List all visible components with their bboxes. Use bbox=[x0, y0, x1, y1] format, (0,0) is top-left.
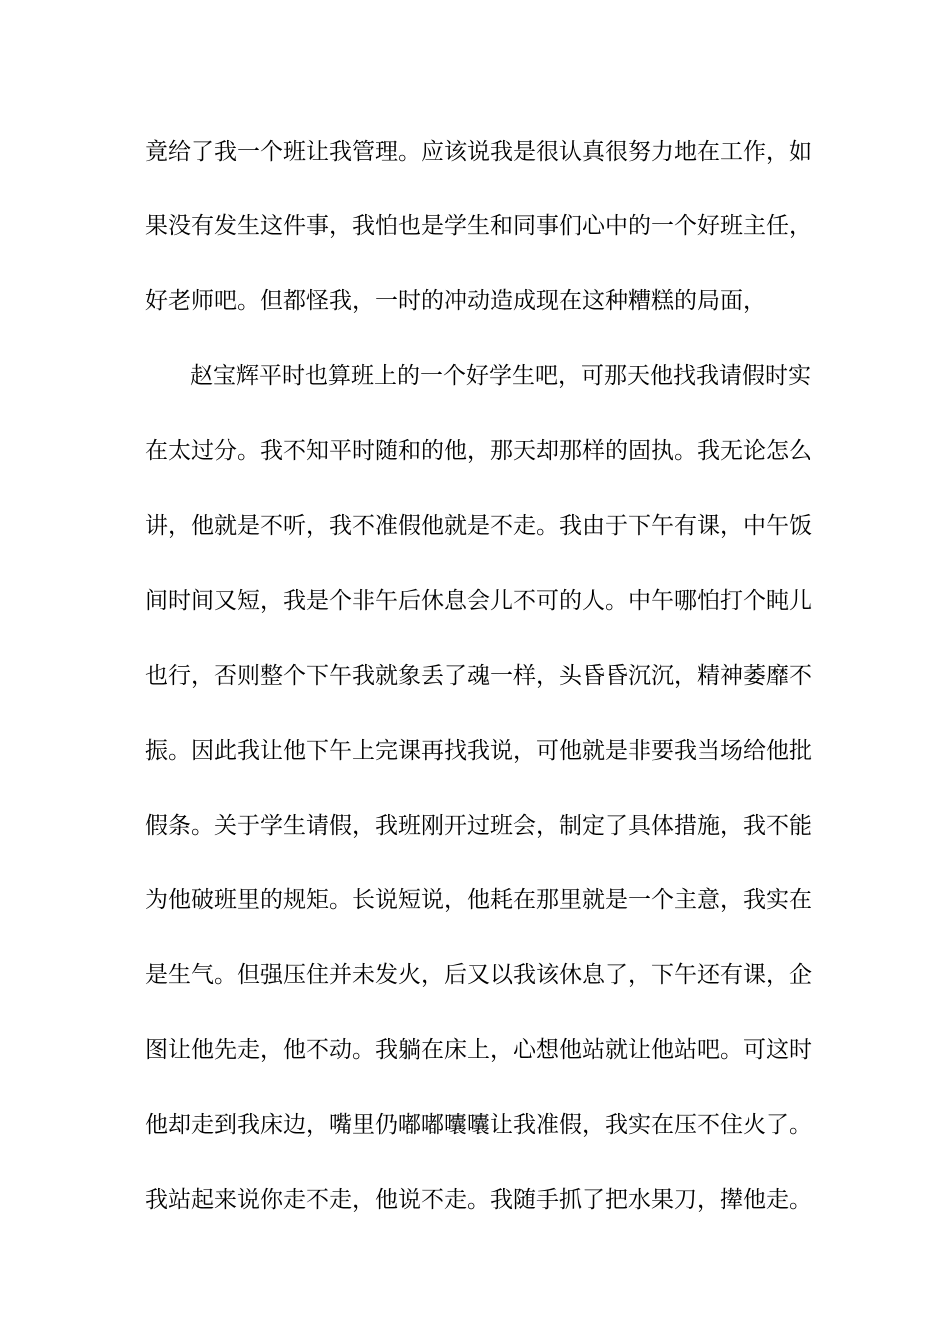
text-line-1: 竟给了我一个班让我管理。应该说我是很认真很努力地在工作，如 bbox=[145, 139, 812, 165]
text-line-13: 图让他先走，他不动。我躺在床上，心想他站就让他站吧。可这时 bbox=[145, 1037, 812, 1063]
text-line-14: 他却走到我床边，嘴里仍嘟嘟囔囔让我准假，我实在压不住火了。 bbox=[145, 1112, 812, 1138]
text-line-12: 是生气。但强压住并未发火，后又以我该休息了，下午还有课，企 bbox=[145, 962, 812, 988]
text-line-4: 赵宝辉平时也算班上的一个好学生吧，可那天他找我请假时实 bbox=[190, 363, 811, 389]
text-line-3: 好老师吧。但都怪我，一时的冲动造成现在这种糟糕的局面， bbox=[145, 288, 766, 314]
text-line-11: 为他破班里的规矩。长说短说，他耗在那里就是一个主意，我实在 bbox=[145, 887, 812, 913]
text-line-6: 讲，他就是不听，我不准假他就是不走。我由于下午有课，中午饭 bbox=[145, 513, 812, 539]
text-line-10: 假条。关于学生请假，我班刚开过班会，制定了具体措施，我不能 bbox=[145, 813, 812, 839]
text-line-15: 我站起来说你走不走，他说不走。我随手抓了把水果刀，撵他走。 bbox=[145, 1187, 812, 1213]
text-line-8: 也行，否则整个下午我就象丢了魂一样，头昏昏沉沉，精神萎靡不 bbox=[145, 663, 812, 689]
text-line-5: 在太过分。我不知平时随和的他，那天却那样的固执。我无论怎么 bbox=[145, 438, 812, 464]
text-line-2: 果没有发生这件事，我怕也是学生和同事们心中的一个好班主任， bbox=[145, 213, 812, 239]
text-line-7: 间时间又短，我是个非午后休息会儿不可的人。中午哪怕打个盹儿 bbox=[145, 588, 812, 614]
text-line-9: 振。因此我让他下午上完课再找我说，可他就是非要我当场给他批 bbox=[145, 738, 812, 764]
